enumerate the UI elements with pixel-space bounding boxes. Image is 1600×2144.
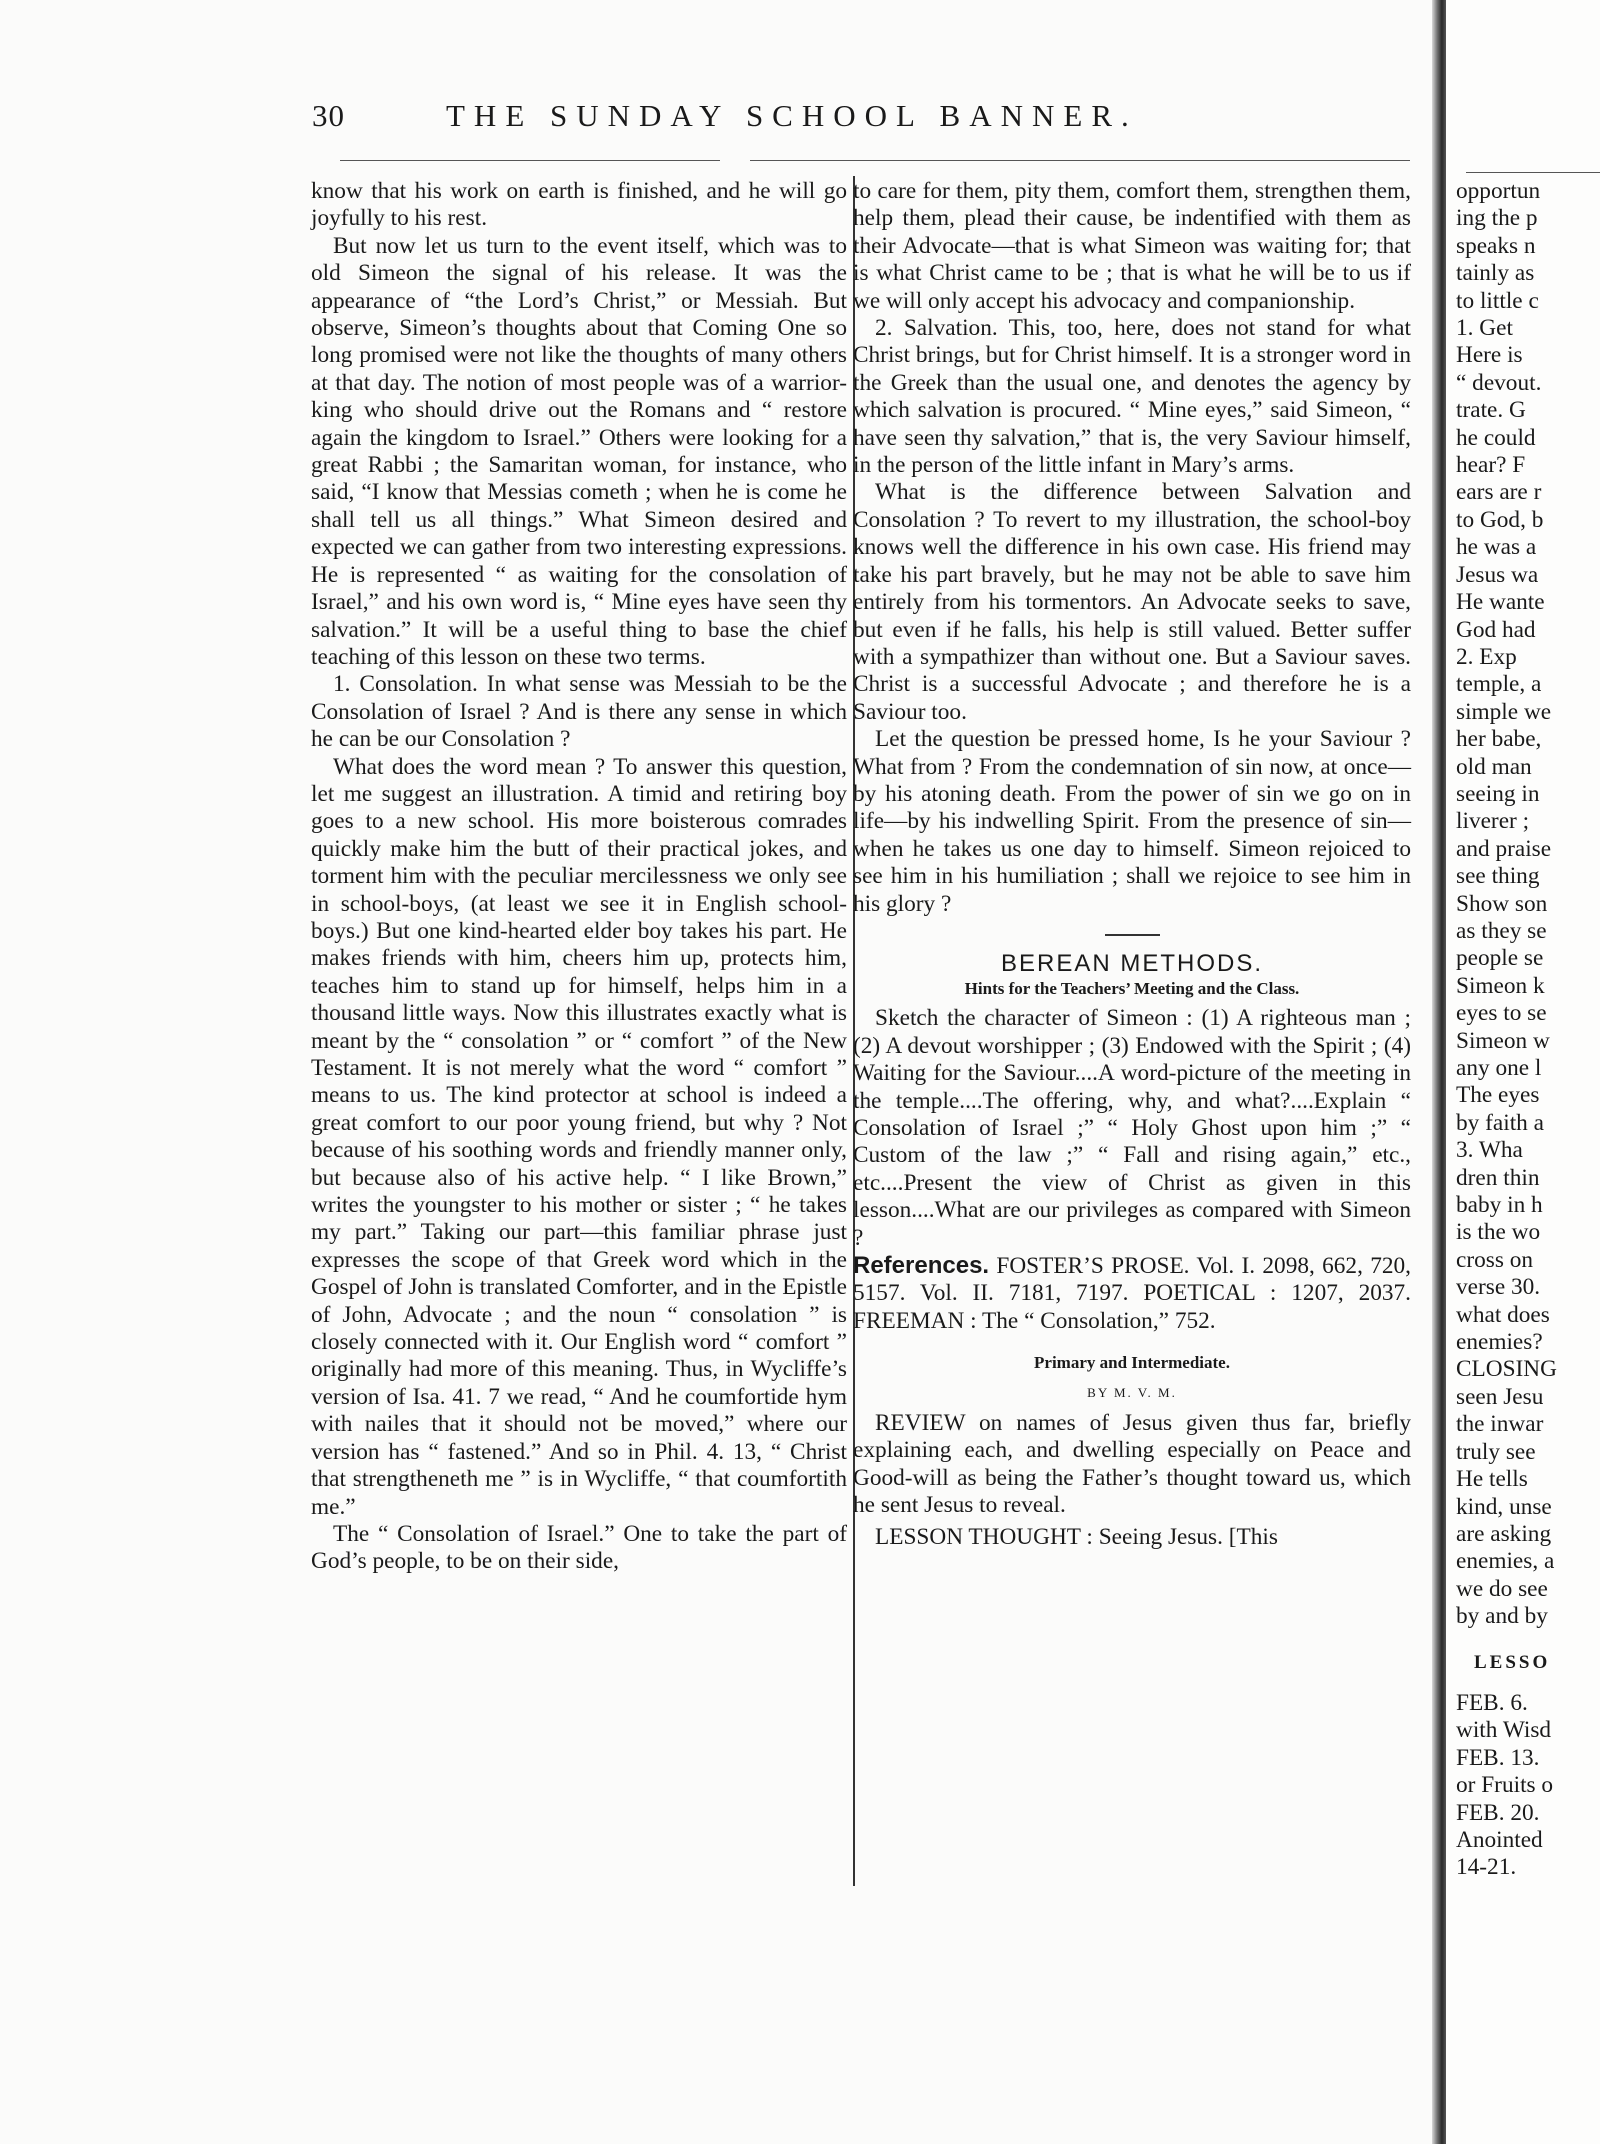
text-line: liverer ;: [1456, 808, 1530, 835]
text-line: 1. Get: [1456, 315, 1513, 342]
text-line: by and by: [1456, 1603, 1548, 1630]
references-label: References.: [853, 1252, 990, 1280]
section-divider: [1105, 934, 1160, 936]
text-line: eyes to se: [1456, 1000, 1547, 1027]
text-line: FEB. 13.: [1456, 1744, 1540, 1771]
text-line: God had: [1456, 616, 1536, 643]
paragraph: What is the difference between Salvation and Consolation ? To revert to my illustration, the school-boy knows well the difference in his own case. His friend may take his part bravely, but he may not be able to save him entirely from his tormentors. An Advocate seeks to save, but even if he falls, his help is still valued. Better suffer with a sympathizer than without one. But a Saviour saves. Christ is a successful Advocate ; and therefore he is a Saviour too.: [853, 479, 1411, 725]
text-line: kind, unse: [1456, 1493, 1552, 1520]
text-line: verse 30.: [1456, 1274, 1541, 1301]
text-line: simple we: [1456, 698, 1552, 725]
section-title-berean: BEREAN METHODS.: [1000, 949, 1264, 977]
paragraph: The “ Consolation of Israel.” One to take the part of God’s people, to be on their side,: [311, 1520, 847, 1575]
facing-text-top: [1456, 178, 1600, 1631]
references-text: FOSTER’S PROSE. Vol. I. 2098, 662, 720, 5157. Vol. II. 7181, 7197. POETICAL : 1207, 2037. FREEMAN : The “ Consolation,” 752.: [853, 1253, 1411, 1334]
text-line: Anointed: [1456, 1827, 1543, 1854]
text-line: as they se: [1456, 917, 1547, 944]
text-line: ears are r: [1456, 479, 1542, 506]
text-line: FEB. 20.: [1456, 1799, 1540, 1826]
text-line: her babe,: [1456, 726, 1542, 753]
text-line: ing the p: [1456, 205, 1538, 232]
text-line: Jesus wa: [1456, 561, 1539, 588]
journal-title: THE SUNDAY SCHOOL BANNER.: [446, 98, 1138, 133]
paragraph: 2. Salvation. This, too, here, does not stand for what Christ brings, but for Christ himself. It is a stronger word in the Greek than the usual one, and denotes the agency by which salvation is procured. “ Mine eyes,” said Simeon, “ have seen thy salvation,” that is, the very Saviour himself, in the person of the little infant in Mary’s arms.: [853, 315, 1411, 479]
text-line: Show son: [1456, 890, 1548, 917]
text-line: FEB. 6.: [1456, 1690, 1528, 1716]
lesson-thought: LESSON THOUGHT : Seeing Jesus. [This: [875, 1523, 1278, 1550]
text-line: hear? F: [1456, 452, 1526, 479]
paragraph: Let the question be pressed home, Is he your Saviour ? What from ? From the condemnation of sin now, at once—by his atoning death. From the power of sin we go on in life—by his indwelling Spirit. From the presence of sin—when he takes us one day to himself. Simeon rejoiced to see him in his humiliation ; shall we rejoice to see him in his glory ?: [853, 726, 1411, 917]
text-line: trate. G: [1456, 397, 1526, 424]
facing-header-rule: [1466, 172, 1600, 173]
text-line: Simeon k: [1456, 972, 1545, 999]
text-line: or Fruits o: [1456, 1772, 1554, 1799]
text-line: 3. Wha: [1456, 1137, 1523, 1164]
section-title-primary: Primary and Intermediate.: [1034, 1353, 1230, 1373]
text-line: He wante: [1456, 589, 1545, 616]
text-line: the inwar: [1456, 1411, 1544, 1438]
header-rule-left: [340, 160, 720, 161]
text-line: what does: [1456, 1301, 1550, 1328]
text-line: and praise: [1456, 835, 1552, 862]
text-line: old man: [1456, 753, 1532, 780]
text-line: The eyes: [1456, 1082, 1540, 1109]
facing-text-bottom: [1456, 1690, 1600, 1882]
text-line: “ devout.: [1456, 369, 1542, 396]
text-line: seen Jesu: [1456, 1383, 1544, 1410]
text-line: to little c: [1456, 287, 1539, 314]
text-line: are asking: [1456, 1520, 1552, 1547]
book-spine-shadow: [1432, 0, 1446, 2144]
text-line: to God, b: [1456, 506, 1544, 533]
right-column: [853, 178, 1411, 1551]
text-line: CLOSING: [1456, 1356, 1557, 1383]
text-line: He tells: [1456, 1466, 1528, 1493]
paragraph: to care for them, pity them, comfort them, strengthen them, help them, plead their cause, be indentified with them as their Advocate—that is what Simeon was waiting for; that is what Christ came to be ; that is what he will be to us if we will only accept his advocacy and companionship.: [853, 178, 1411, 314]
text-line: he could: [1456, 424, 1536, 451]
text-line: enemies?: [1456, 1329, 1543, 1356]
text-line: truly see: [1456, 1438, 1536, 1465]
paragraph: Sketch the character of Simeon : (1) A righteous man ; (2) A devout worshipper ; (3) Endowed with the Spirit ; (4) Waiting for the Saviour....A word-picture of the meeting in the temple....The offering, why, and what?....Explain “ Consolation of Israel ;” “ Holy Ghost upon him ;” “ Custom of the law ;” “ Fall and rising again,” etc., etc....Present the view of Christ as given in this lesson....What are our privileges as compared with Simeon ?: [853, 1005, 1411, 1251]
facing-page: [1446, 0, 1600, 2144]
text-line: he was a: [1456, 534, 1537, 561]
text-line: 14-21.: [1456, 1854, 1517, 1881]
header-rule-right: [750, 160, 1410, 161]
text-line: cross on: [1456, 1246, 1534, 1273]
facing-heading: LESSO: [1474, 1652, 1551, 1673]
paragraph: What does the word mean ? To answer this question, let me suggest an illustration. A timid and retiring boy goes to a new school. His more boisterous comrades quickly make him the butt of their practical jokes, and torment him with the peculiar mercilessness we only see in school-boys, (at least we see it in English school-boys.) But one kind-hearted elder boy takes his part. He makes friends with him, cheers him up, protects him, teaches him to stand up for himself, helps him in a thousand little ways. Now this illustrates exactly what is meant by the “ consolation ” or “ comfort ” of the New Testament. It is not merely what the word “ comfort ” means to us. The kind protector at school is indeed a great comfort to our poor young friend, but why ? Not because of his soothing words and friendly manner only, but because also of his active help. “ I like Brown,” writes the youngster to his mother or sister ; “ he takes my part.” Taking our part—this familiar phrase just expresses the scope of that Greek word which in the Gospel of John is translated Comforter, and in the Epistle of John, Advocate ; and the noun “ consolation ” is closely connected with it. Our English word “ comfort ” originally had more of this meaning. Thus, in Wycliffe’s version of Isa. 41. 7 we read, “ And he coumfortide hym with nailes that it should not be moved,” where our version has “ fastened.” And so in Phil. 4. 13, “ Christ that strengtheneth me ” is in Wycliffe, “ that coumfortith me.”: [311, 753, 847, 1520]
text-line: temple, a: [1456, 671, 1542, 698]
text-line: opportun: [1456, 178, 1541, 204]
text-line: baby in h: [1456, 1192, 1543, 1219]
text-line: seeing in: [1456, 780, 1540, 807]
references: [853, 1252, 1411, 1335]
text-line: enemies, a: [1456, 1548, 1555, 1575]
text-line: 2. Exp: [1456, 643, 1517, 670]
paragraph: know that his work on earth is finished, and he will go joyfully to his rest.: [311, 178, 847, 232]
section-subtitle: Hints for the Teachers’ Meeting and the Class.: [964, 979, 1300, 999]
text-line: we do see: [1456, 1575, 1548, 1602]
paragraph: 1. Consolation. In what sense was Messiah to be the Consolation of Israel ? And is there any sense in which he can be our Consolation ?: [311, 671, 847, 753]
paragraph: But now let us turn to the event itself, which was to old Simeon the signal of his release. It was the appearance of “the Lord’s Christ,” or Messiah. But observe, Simeon’s thoughts about that Coming One so long promised were not like the thoughts of many others at that day. The notion of most people was of a warrior-king who should drive out the Romans and “ restore again the kingdom to Israel.” Others were looking for a great Rabbi ; the Samaritan woman, for instance, who said, “I know that Messias cometh ; when he is come he shall tell us all things.” What Simeon desired and expected we can gather from two interesting expressions. He is represented “ as waiting for the consolation of Israel,” and his own word is, “ Mine eyes have seen thy salvation.” It will be a useful thing to base the chief teaching of this lesson on these two terms.: [311, 232, 847, 670]
text-line: tainly as: [1456, 260, 1535, 287]
left-column: [311, 178, 847, 1576]
text-line: Here is: [1456, 342, 1523, 369]
text-line: see thing: [1456, 863, 1540, 890]
text-line: speaks n: [1456, 232, 1536, 259]
text-line: any one l: [1456, 1055, 1542, 1081]
text-line: by faith a: [1456, 1109, 1544, 1136]
text-line: dren thin: [1456, 1164, 1540, 1191]
page-number: 30: [312, 98, 345, 133]
text-line: Simeon w: [1456, 1027, 1550, 1054]
byline: BY M. V. M.: [1087, 1384, 1177, 1400]
text-line: with Wisd: [1456, 1717, 1552, 1744]
paragraph: REVIEW on names of Jesus given thus far, briefly explaining each, and dwelling especially on Peace and Good-will as being the Father’s thought toward us, which he sent Jesus to reveal.: [853, 1410, 1411, 1519]
text-line: is the wo: [1456, 1219, 1541, 1246]
running-header: [312, 96, 1252, 140]
text-line: people se: [1456, 945, 1544, 972]
